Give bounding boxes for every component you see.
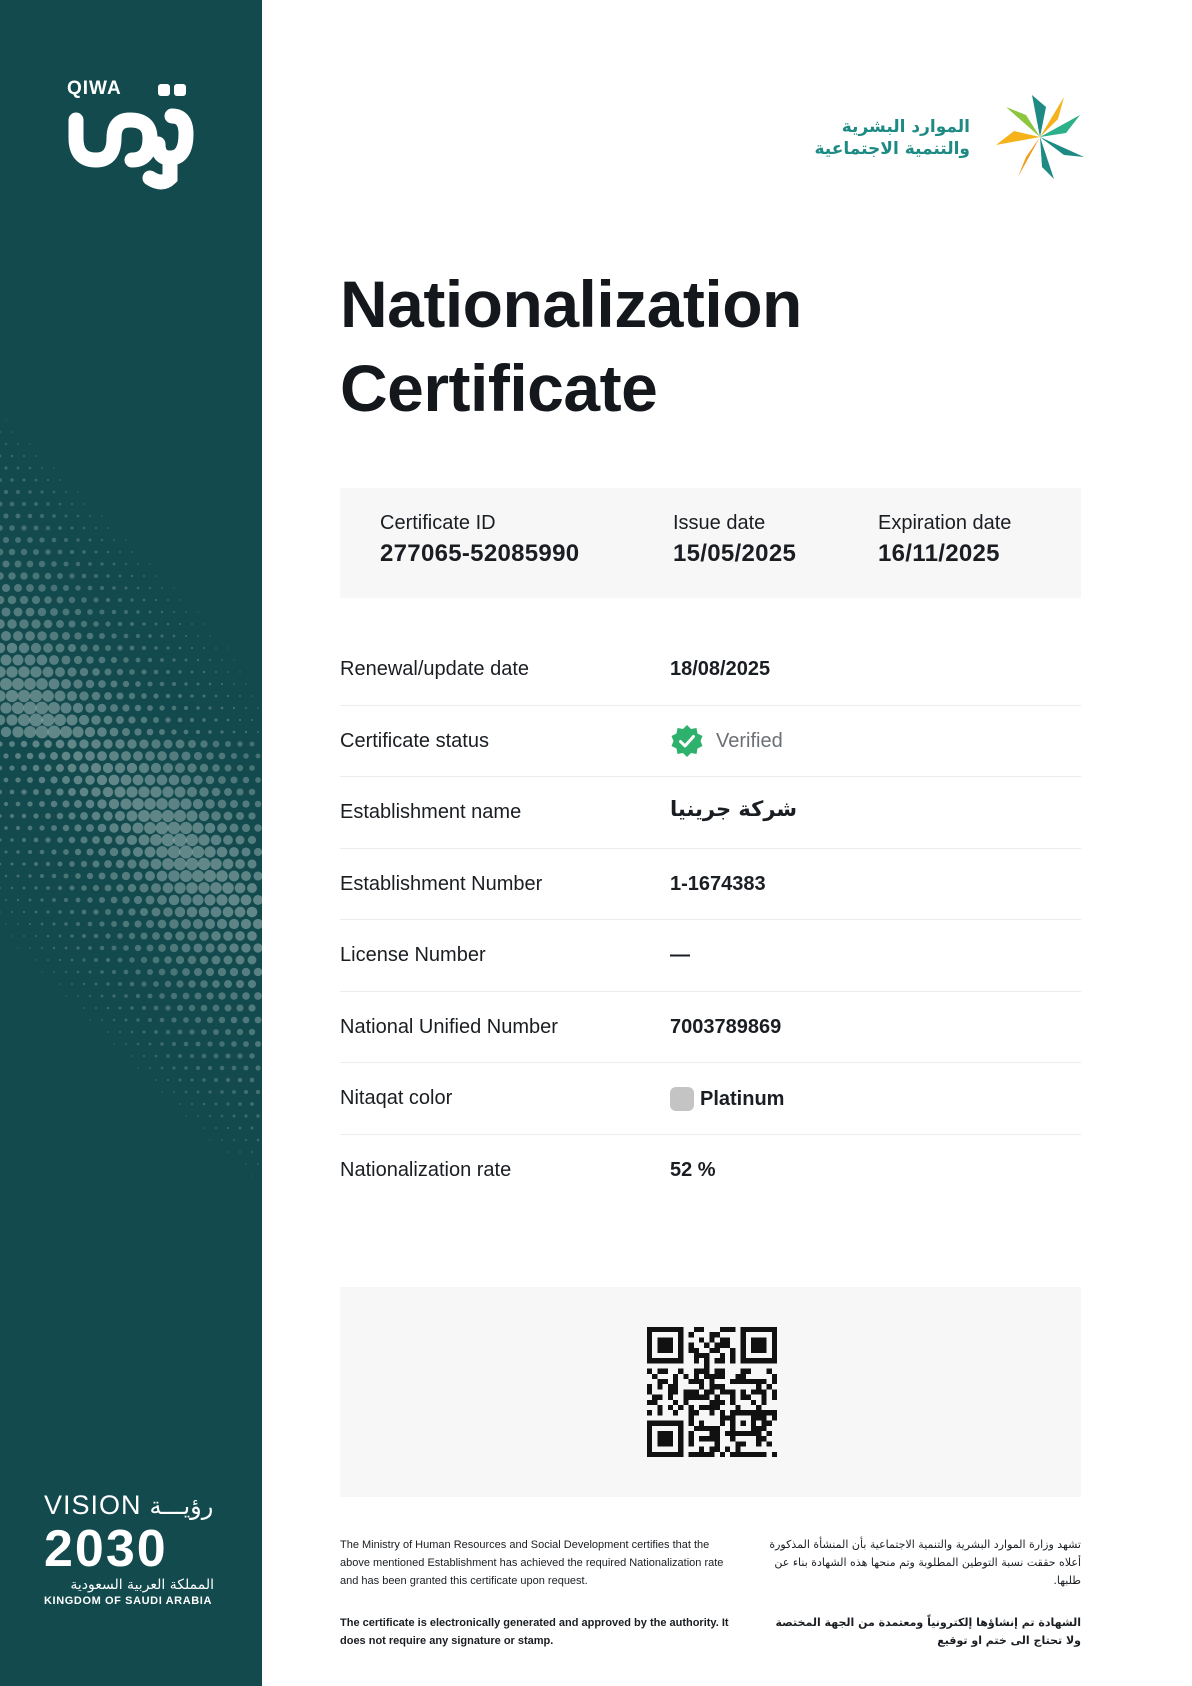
expiration-date-block	[878, 512, 1011, 568]
verified-badge-icon	[670, 724, 704, 758]
nitaqat-color-value	[670, 1087, 784, 1111]
qiwa-logo	[62, 74, 202, 194]
renewal-date-label: Renewal/update date	[340, 658, 530, 680]
vision-word: VISION	[44, 1490, 142, 1520]
certificate-title	[340, 262, 802, 430]
issue-date-value: 15/05/2025	[673, 540, 797, 567]
certificate-id-value: 277065-52085990	[380, 540, 580, 567]
nitaqat-color-text: Platinum	[700, 1087, 785, 1110]
nitaqat-color-label: Nitaqat color	[340, 1087, 453, 1109]
detail-row-status	[340, 706, 1081, 778]
nationalization-rate-label: Nationalization rate	[340, 1158, 512, 1181]
certificate-summary	[340, 488, 1081, 598]
decorative-dot-pattern	[0, 240, 262, 1180]
detail-row-nitaqat	[340, 1063, 1081, 1135]
certificate-status-label: Certificate status	[340, 729, 489, 752]
qiwa-logo-text: QIWA	[67, 78, 122, 99]
establishment-name-value: شركة جرينيا	[670, 797, 798, 821]
license-number-label: License Number	[340, 944, 486, 966]
issue-date-label: Issue date	[673, 512, 766, 534]
platinum-color-swatch	[670, 1087, 694, 1111]
vision-country-english: KINGDOM OF SAUDI ARABIA	[44, 1595, 212, 1607]
detail-row-establishment-number	[340, 849, 1081, 921]
qr-code-icon	[647, 1327, 777, 1457]
footer-statement-arabic: تشهد وزارة الموارد البشرية والتنمية الاجتماعية بأن المنشأة المذكورة أعلاه حققت نسبة التوطين المطلوبة وتم منحها هذه الشهادة بناء عن طلبها.	[769, 1538, 1081, 1587]
renewal-date-value: 18/08/2025	[670, 658, 771, 680]
detail-row-rate	[340, 1135, 1081, 1207]
ministry-logo	[808, 92, 1088, 182]
footer-note-arabic: الشهادة تم إنشاؤها إلكترونياً ومعتمدة من الجهة المختصة ولا تحتاج الى ختم او توقيع	[775, 1616, 1081, 1647]
ministry-name-line1: الموارد البشرية	[841, 117, 970, 137]
qr-section	[340, 1287, 1081, 1497]
vision-year: 2030	[44, 1520, 168, 1578]
ministry-star-icon	[992, 92, 1088, 182]
ministry-name	[814, 116, 970, 160]
establishment-number-value: 1-1674383	[670, 872, 766, 895]
detail-row-establishment-name	[340, 777, 1081, 849]
certificate-id-block	[380, 512, 579, 568]
verified-text: Verified	[716, 729, 783, 752]
detail-row-renewal	[340, 634, 1081, 706]
footer-statement-english: The Ministry of Human Resources and Social Development certifies that the above mentioned Establishment has achieved the required Nationalization rate and has been granted this certificate upon request.	[340, 1539, 724, 1587]
sidebar	[0, 0, 262, 1686]
certificate-status-value	[670, 730, 783, 753]
footer-note-english: The certificate is electronically generated and approved by the authority. It does not require any signature or stamp.	[340, 1617, 729, 1647]
detail-row-license	[340, 920, 1081, 992]
nationalization-rate-value: 52 %	[670, 1158, 716, 1181]
establishment-number-label: Establishment Number	[340, 872, 543, 895]
ministry-name-line2: والتنمية الاجتماعية	[814, 139, 970, 159]
establishment-name-label: Establishment name	[340, 801, 522, 823]
detail-row-unified-number	[340, 992, 1081, 1064]
vision-country-arabic: المملكة العربية السعودية	[70, 1577, 214, 1593]
vision-word-arabic: رؤيـــة	[149, 1491, 214, 1520]
expiration-date-label: Expiration date	[878, 512, 1012, 534]
unified-number-value: 7003789869	[670, 1015, 782, 1038]
vision-2030-logo	[44, 1490, 224, 1607]
expiration-date-value: 16/11/2025	[878, 540, 1000, 567]
certificate-details	[340, 634, 1081, 1206]
issue-date-block	[673, 512, 796, 568]
title-line2: Certificate	[340, 351, 658, 425]
unified-number-label: National Unified Number	[340, 1015, 558, 1038]
title-line1: Nationalization	[340, 267, 802, 341]
license-number-value: —	[670, 944, 690, 966]
certificate-id-label: Certificate ID	[380, 512, 496, 534]
